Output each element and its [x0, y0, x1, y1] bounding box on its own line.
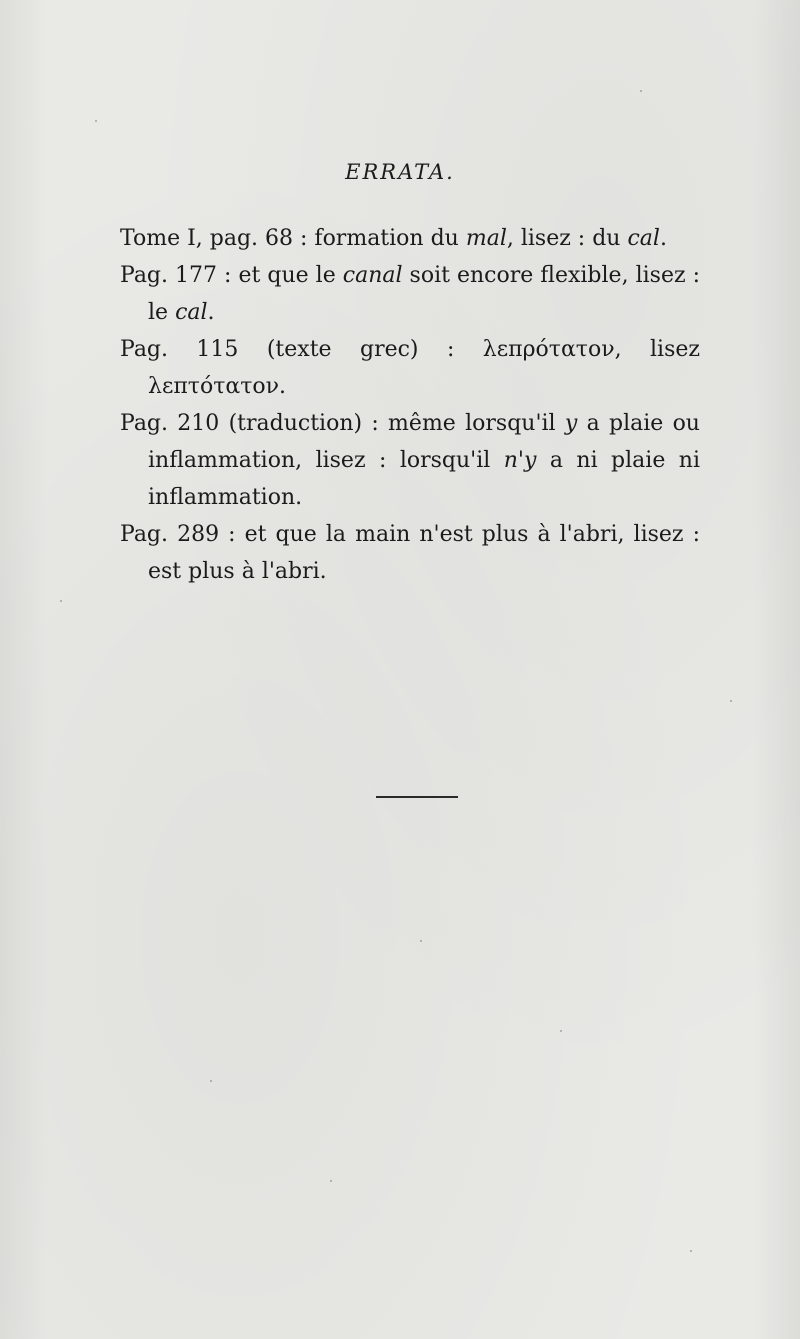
entry-text: Pag. 177 : et que le — [120, 263, 343, 288]
entry-text: . — [207, 300, 215, 325]
entry-text: Pag. 289 : et que la main n'est plus à l'abri, lisez : est plus à l'abri. — [120, 522, 700, 584]
errata-entry — [120, 257, 700, 331]
entry-italic: canal — [342, 263, 403, 288]
entry-text: a ni plaie ni inflammation. — [148, 448, 701, 510]
entry-italic: n'y — [503, 448, 537, 473]
entry-text: a plaie ou inflammation, lisez : lorsqu'il — [148, 411, 700, 473]
entry-text: Tome I, pag. 68 : formation du — [120, 226, 466, 251]
errata-title: ERRATA. — [345, 160, 455, 184]
entry-text: . — [279, 374, 287, 399]
errata-list — [120, 220, 700, 590]
entry-text: . — [659, 226, 667, 251]
entry-text: soit encore flexible, lisez : le — [148, 263, 700, 325]
entry-text: Pag. 115 (texte grec) : — [120, 337, 483, 362]
section-divider — [376, 796, 458, 798]
entry-italic: cal — [175, 300, 208, 325]
entry-text: Pag. 210 (traduction) : même lorsqu'il — [120, 411, 565, 436]
entry-greek: λεπτότατον — [148, 374, 280, 399]
errata-entry — [120, 331, 700, 405]
entry-text: , lisez — [614, 337, 700, 362]
errata-entry — [120, 516, 700, 590]
entry-italic: cal — [627, 226, 660, 251]
entry-italic: mal — [465, 226, 507, 251]
errata-entry — [120, 220, 700, 257]
entry-text: , lisez : du — [506, 226, 628, 251]
errata-entry — [120, 405, 700, 516]
entry-italic: y — [564, 411, 578, 436]
entry-greek: λεπρότατον — [482, 337, 615, 362]
